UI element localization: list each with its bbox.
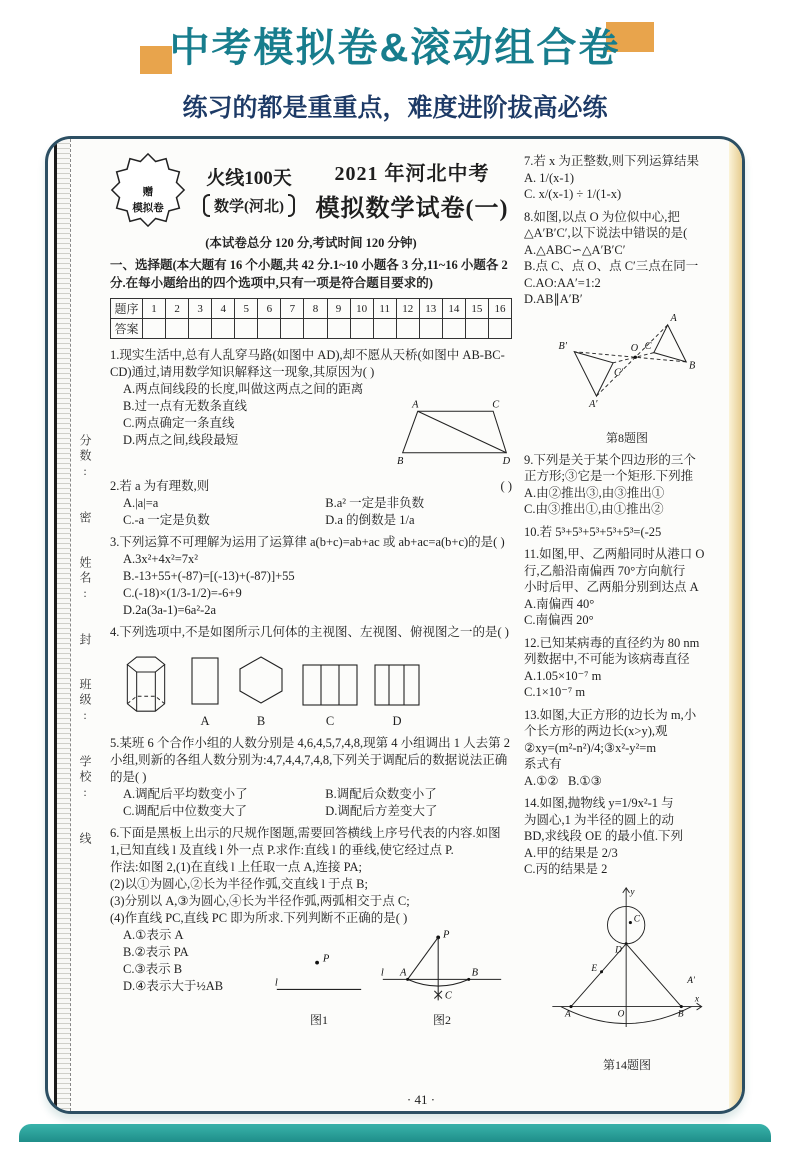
seal-char-xian: 线: [78, 832, 92, 847]
question-10: [524, 524, 730, 541]
question-6: [110, 825, 512, 1028]
fig-label-a: A: [200, 714, 210, 728]
question-6-option-c: C.③表示 B: [123, 962, 183, 976]
question-14-line: 14.如图,抛物线 y=1/9x²-1 与: [524, 796, 674, 810]
num-cell: 10: [350, 299, 373, 319]
question-1-option-b: B.过一点有无数条直线: [123, 399, 247, 413]
question-4-stem: 4.下列选项中,不是如图所示几何体的主视图、左视图、俯视图之一的是( ): [110, 625, 509, 639]
next-card-edge: [19, 1124, 771, 1142]
seal-field-class: 班级:: [78, 678, 92, 725]
question-9-option-c: C.由③推出①,由①推出②: [524, 502, 664, 516]
brand-block: [194, 163, 304, 217]
question-10-line: 10.若 5³+5³+5³+5³+5³=(-25: [524, 524, 662, 539]
question-2-stem: 2.若 a 为有理数,则: [110, 479, 210, 493]
banner-subtitle: 练习的都是重重点，难度进阶拔高必练: [182, 94, 608, 122]
question-12-line: 列数据中,不可能为该病毒直径: [524, 652, 690, 666]
fig-label-a-prime: A′: [687, 975, 695, 986]
question-9-line: 9.下列是关于某个四边形的三个: [524, 452, 696, 467]
num-cell: 12: [396, 299, 419, 319]
section-heading: 一、选择题(本大题有 16 个小题,共 42 分.1~10 小题各 3 分,11~16 小题各 2 分.在每小题给出的四个选项中,只有一项是符合题目要求的): [110, 258, 508, 290]
num-cell: 1: [143, 299, 166, 319]
question-6-step-1: 作法:如图 2,(1)在直线 l 上任取一点 A,连接 PA;: [110, 860, 362, 874]
fig-label-l: l: [380, 967, 384, 979]
question-6-option-d: D.④表示大于½AB: [123, 979, 224, 993]
question-6-step-4: (4)作直线 PC,直线 PC 即为所求.下列判断不正确的是( ): [110, 911, 408, 925]
question-5-option-d: D.调配后方差变大了: [325, 804, 438, 818]
question-12-option-a: A.1.05×10⁻⁷ m: [524, 668, 602, 683]
answer-table-label: 答案: [111, 319, 143, 339]
fig-label-b: B: [397, 456, 404, 466]
question-6-options: [110, 927, 260, 1028]
question-11-option-a: A.南偏西 40°: [524, 596, 595, 611]
left-column: [110, 151, 512, 1079]
seal-margin: [70, 139, 100, 1111]
fig-label-b: B: [688, 359, 696, 371]
answer-cell: [419, 319, 442, 339]
question-1-stem: 1.现实生活中,总有人乱穿马路(如图中 AD),却不愿从天桥(如图中 AB-BC-CD)通过,请用数学知识解释这一现象,其原因为( ): [110, 348, 505, 379]
question-14-option-a: A.甲的结果是 2/3: [524, 845, 618, 860]
num-cell: 5: [235, 299, 258, 319]
question-6-stem: 6.下面是黑板上出示的尺规作图题,需要回答横线上序号代表的内容.如图 1,已知直线 l 及直线 l 外一点 P.求作:直线 l 的垂线,使它经过点 P.: [110, 826, 501, 857]
brand-series: 火线100天: [206, 168, 292, 189]
question-2-answer-paren: ( ): [500, 479, 512, 493]
question-3: [110, 534, 512, 619]
fig-label-e: E: [591, 963, 598, 974]
question-13-line: 系式有: [524, 757, 562, 771]
num-cell: 9: [327, 299, 350, 319]
question-5-option-a: A.调配后平均数变小了: [123, 787, 248, 801]
seal-char-feng: 封: [78, 633, 92, 648]
question-1-option-a: A.两点间线段的长度,叫做这两点之间的距离: [123, 382, 364, 396]
right-column: [524, 151, 730, 1079]
question-7-option-c: C. x/(x-1) ÷ 1/(1-x): [524, 187, 622, 201]
question-6-step-2: (2)以①为圆心,②长为半径作弧,交直线 l 于点 B;: [110, 877, 368, 891]
question-8-line: △A′B′C′,以下说法中错误的是(: [524, 226, 688, 240]
banner-title: 中考模拟卷&滚动组合卷: [169, 26, 621, 70]
question-14: [524, 795, 730, 1073]
question-5-option-c: C.调配后中位数变大了: [123, 804, 247, 818]
fig-label-c: C: [644, 340, 652, 352]
paper-content: [100, 139, 742, 1111]
question-2-option-c: C.-a 一定是负数: [123, 513, 210, 527]
banner: [0, 0, 790, 84]
question-9-option-a: A.由②推出③,由③推出①: [524, 485, 665, 500]
question-8-line: 8.如图,以点 O 为位似中心,把: [524, 209, 680, 224]
answer-cell: [143, 319, 166, 339]
answer-cell: [465, 319, 488, 339]
question-2-option-a: A.|a|=a: [123, 496, 159, 510]
question-1: [110, 347, 512, 473]
question-13-line: 13.如图,大正方形的边长为 m,小: [524, 707, 697, 722]
paper-header: [110, 151, 512, 229]
left-bracket-decoration: [203, 194, 210, 217]
figure-q4-hexagonal-prism: [118, 647, 174, 730]
question-8: [524, 209, 730, 446]
answer-cell: [281, 319, 304, 339]
fig-label-c: C: [633, 914, 641, 925]
question-11-line: 小时后甲、乙两船分别到达点 A: [524, 580, 699, 594]
answer-cell: [396, 319, 419, 339]
question-8-option-d: D.AB∥A′B′: [524, 292, 583, 306]
page-number: · 41 ·: [406, 1092, 436, 1107]
fig-label-c: C: [325, 714, 335, 728]
question-11-line: 11.如图,甲、乙两船同时从港口 O: [524, 547, 705, 561]
figure-q4-option-a-rect: [190, 656, 220, 730]
question-2: [110, 478, 512, 529]
answer-table-label: 题序: [111, 299, 143, 319]
book-edge: [54, 139, 70, 1111]
figure-q1-road-diagram: [397, 398, 512, 471]
seal-char-mi: 密: [78, 511, 92, 526]
question-14-line: BD,求线段 OE 的最小值.下列: [524, 829, 684, 843]
question-8-option-b: B.点 C、点 O、点 C′三点在同一: [524, 259, 699, 273]
question-7: [524, 153, 730, 203]
answer-table-answer-row: [111, 319, 512, 339]
question-6-option-b: B.②表示 PA: [123, 945, 189, 959]
answer-cell: [373, 319, 396, 339]
question-8-option-a: A.△ABC∽△A′B′C′: [524, 242, 626, 257]
num-cell: 11: [373, 299, 396, 319]
exam-paper: [45, 136, 745, 1114]
question-5-stem: 5.某班 6 个合作小组的人数分别是 4,6,4,5,7,4,8,现第 4 小组调出 1 人去第 2 小组,则新的各组人数分别为:4,7,4,4,7,4,8,下列关于调配后的数据说法正确的是( ): [110, 736, 511, 784]
figure-q4-option-c-divided-rect: [302, 664, 358, 730]
question-9: [524, 452, 730, 518]
figure-q8-similar-triangles: [524, 311, 730, 427]
fig-label-d: D: [502, 456, 511, 466]
figure-q4-views-row: [118, 647, 512, 730]
num-cell: 6: [258, 299, 281, 319]
question-9-line: 正方形;③它是一个矩形.下列推: [524, 469, 694, 483]
answer-cell: [304, 319, 327, 339]
badge-bottom-text: 模拟卷: [132, 202, 164, 214]
question-3-option-d: D.2a(3a-1)=6a²-2a: [123, 603, 217, 617]
question-14-line: 为圆心,1 为半径的圆上的动: [524, 812, 675, 827]
num-cell: 4: [212, 299, 235, 319]
question-13-line: 个长方形的两边长(x>y),观: [524, 724, 668, 738]
num-cell: 15: [465, 299, 488, 319]
question-3-option-a: A.3x²+4x²=7x²: [123, 552, 198, 566]
answer-cell: [442, 319, 465, 339]
answer-cell: [488, 319, 511, 339]
fig-label-b: B: [256, 714, 266, 728]
seal-field-name: 姓名:: [78, 556, 92, 603]
badge-top-text: 赠: [142, 186, 154, 198]
figure-q6-fig1-caption: 图1: [309, 1013, 328, 1027]
exam-note: (本试卷总分 120 分,考试时间 120 分钟): [205, 236, 417, 250]
paper-titles: [312, 157, 512, 223]
brand-subject: 数学(河北): [214, 199, 284, 215]
question-5-option-b: B.调配后众数变小了: [325, 787, 437, 801]
figure-q6-fig1: [273, 949, 365, 1028]
seal-field-school: 学校:: [78, 755, 92, 802]
figure-q14-caption: 第14题图: [602, 1057, 651, 1072]
question-3-option-b: B.-13+55+(-87)=[(-13)+(-87)]+55: [123, 569, 295, 583]
question-7-line: 7.若 x 为正整数,则下列运算结果: [524, 154, 700, 168]
fig-label-x: x: [694, 993, 700, 1004]
fig-label-b: B: [471, 967, 479, 979]
fig-label-d: D: [615, 944, 622, 955]
answer-table-number-row: [111, 299, 512, 319]
answer-cell: [327, 319, 350, 339]
fig-label-a-prime: A′: [589, 398, 598, 410]
question-1-option-c: C.两点确定一条直线: [123, 416, 235, 430]
figure-q4-option-b-hexagon: [236, 654, 286, 730]
fig-label-l: l: [274, 977, 278, 989]
fig-label-b-prime: B′: [558, 340, 567, 352]
question-6-step-3: (3)分别以 A,③为圆心,④长为半径作弧,两弧相交于点 C;: [110, 894, 410, 908]
num-cell: 16: [488, 299, 511, 319]
figure-q8-caption: 第8题图: [605, 430, 648, 445]
question-12: [524, 635, 730, 701]
fig-label-c: C: [444, 990, 452, 1002]
num-cell: 7: [281, 299, 304, 319]
num-cell: 8: [304, 299, 327, 319]
answer-cell: [258, 319, 281, 339]
fig-label-d: D: [392, 714, 402, 728]
fig-label-a: A: [400, 967, 407, 979]
figure-q6-fig2: [379, 927, 505, 1028]
question-5: [110, 735, 512, 820]
answer-cell: [166, 319, 189, 339]
num-cell: 2: [166, 299, 189, 319]
fig-label-a: A: [565, 1009, 571, 1020]
fig-label-a: A: [670, 312, 677, 324]
question-13: [524, 707, 730, 790]
figure-q14-parabola-circle: [524, 881, 730, 1054]
question-13-line: ②xy=(m²-n²)/4;③x²-y²=m: [524, 740, 657, 755]
question-11-line: 行,乙船沿南偏西 70°方向航行: [524, 563, 686, 578]
num-cell: 14: [442, 299, 465, 319]
question-1-option-d: D.两点之间,线段最短: [123, 433, 239, 447]
answer-cell: [212, 319, 235, 339]
question-13-options: A.①② B.①③: [524, 773, 602, 788]
fig-label-c-prime: C′: [614, 367, 624, 379]
answer-table: [110, 298, 512, 339]
fig-label-a: A: [412, 399, 419, 411]
fig-label-c: C: [492, 399, 500, 411]
fig-label-o: O: [630, 342, 639, 354]
fig-label-p: P: [442, 929, 450, 941]
num-cell: 13: [419, 299, 442, 319]
paper-title-line2: 模拟数学试卷(一): [315, 196, 509, 222]
right-bracket-decoration: [288, 194, 295, 217]
fig-label-p: P: [322, 953, 330, 965]
question-3-stem: 3.下列运算不可理解为运用了运算律 a(b+c)=ab+ac 或 ab+ac=a(b+c)的是( ): [110, 535, 505, 549]
question-3-option-c: C.(-18)×(1/3-1/2)=-6+9: [123, 586, 242, 600]
question-2-option-d: D.a 的倒数是 1/a: [325, 513, 415, 527]
fig-label-y: y: [630, 887, 635, 898]
question-12-option-c: C.1×10⁻⁷ m: [524, 685, 586, 699]
question-7-option-a: A. 1/(x-1): [524, 170, 574, 185]
figure-q6-fig2-caption: 图2: [432, 1013, 451, 1027]
answer-cell: [235, 319, 258, 339]
question-11-option-c: C.南偏西 20°: [524, 613, 594, 627]
paper-title-line1: 2021 年河北中考: [334, 163, 490, 185]
gift-badge-icon: [110, 151, 186, 229]
seal-field-score: 分数:: [78, 434, 92, 481]
question-11: [524, 546, 730, 629]
question-4: [110, 624, 512, 730]
page-curl: [729, 139, 742, 1111]
question-6-option-a: A.①表示 A: [123, 928, 184, 942]
answer-cell: [189, 319, 212, 339]
question-12-line: 12.已知某病毒的直径约为 80 nm: [524, 635, 700, 650]
answer-cell: [350, 319, 373, 339]
question-8-option-c: C.AO:AA′=1:2: [524, 275, 601, 290]
figure-q4-option-d-divided-rect: [374, 664, 420, 730]
brand-subject-wrap: [194, 194, 304, 217]
num-cell: 3: [189, 299, 212, 319]
fig-label-o: O: [617, 1009, 625, 1020]
fig-label-b: B: [677, 1009, 684, 1020]
question-14-option-c: C.丙的结果是 2: [524, 862, 608, 876]
question-2-option-b: B.a² 一定是非负数: [325, 496, 425, 510]
